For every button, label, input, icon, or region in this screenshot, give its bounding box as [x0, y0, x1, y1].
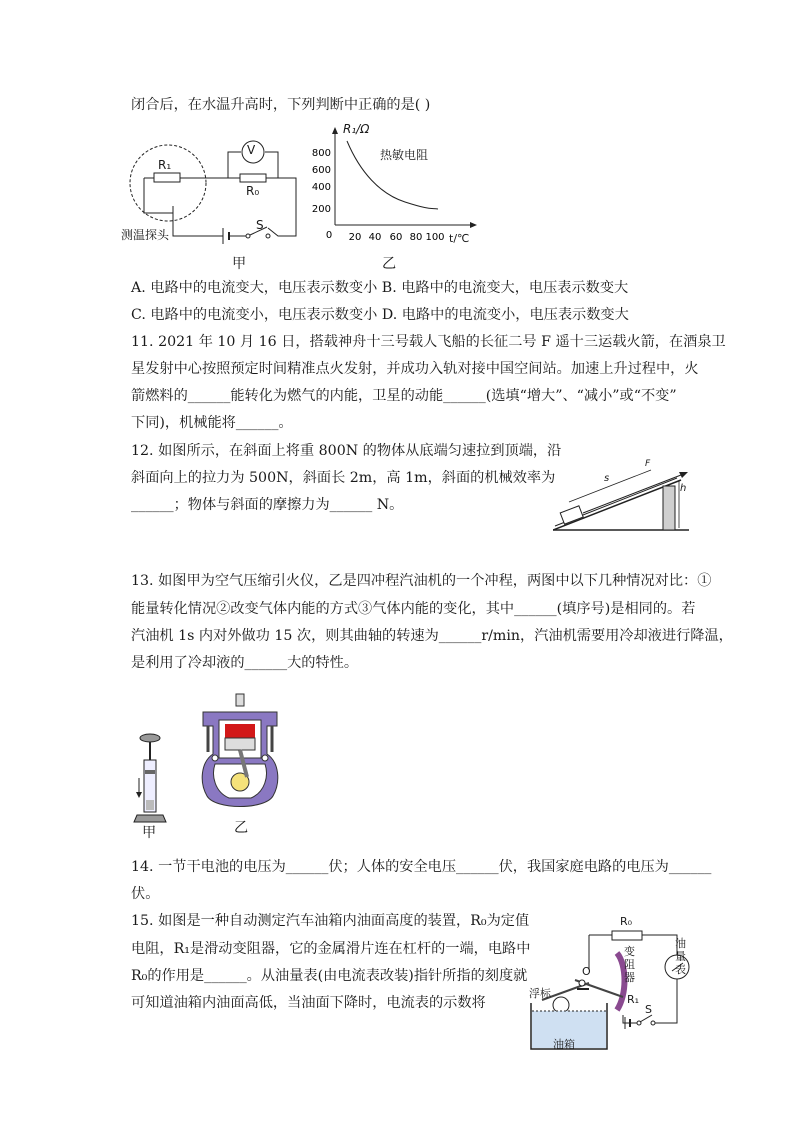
- r0-resistor: [240, 174, 266, 182]
- q11-line4: 下同)，机械能将______。: [131, 415, 293, 431]
- q12-line1: 12. 如图所示，在斜面上将重 800N 的物体从底端匀速拉到顶端，沿: [131, 443, 562, 459]
- graph-xlabel: t/℃: [449, 232, 470, 245]
- q15-line1: 15. 如图是一种自动测定汽车油箱内油面高度的装置，R₀为定值: [131, 913, 530, 929]
- xtick-100: 100: [425, 232, 445, 243]
- q13-line3: 汽油机 1s 内对外做功 15 次，则其曲轴的转速为______r/min，汽油机需要用冷却液进行降温，: [131, 628, 733, 644]
- q13-caption-yi: 乙: [234, 820, 249, 836]
- voltmeter-label: V: [247, 143, 256, 157]
- q15-fuel-gauge-figure: [527, 915, 702, 1055]
- q15-line2: 电阻，R₁是滑动变阻器，它的金属滑片连在杠杆的一端，电路中: [131, 941, 531, 957]
- q15-line4: 可知道油箱内油面高低，当油面下降时，电流表的示数将: [131, 995, 486, 1011]
- gauge-switch-label: S: [645, 1003, 652, 1016]
- q12-line2: 斜面向上的拉力为 500N，斜面长 2m，高 1m，斜面的机械效率为: [131, 470, 556, 486]
- compression-igniter-figure: [130, 730, 170, 825]
- probe-dashed-circle: [130, 145, 206, 221]
- q14-line1: 14. 一节干电池的电压为______伏；人体的安全电压______伏，我国家庭电路的电压为______: [131, 859, 712, 875]
- r0-label: R₀: [246, 184, 260, 198]
- incline-s-label: s: [604, 473, 610, 484]
- gauge-r0-label: R₀: [620, 915, 633, 928]
- float-label: 浮标: [529, 987, 551, 1000]
- curve-label: 热敏电阻: [380, 148, 429, 162]
- q10-stem: 闭合后，在水温升高时，下列判断中正确的是( ): [131, 97, 431, 113]
- gauge-r1-label: R₁: [627, 993, 640, 1006]
- r1-label: R₁: [158, 158, 172, 172]
- q13-caption-jia: 甲: [142, 825, 157, 841]
- tank-label: 油箱: [553, 1038, 575, 1051]
- q10-options-ab: A. 电路中的电流变大，电压表示数变小 B. 电路中的电流变大，电压表示数变大: [131, 280, 629, 296]
- r1-resistor: [154, 173, 180, 182]
- incline-support: [663, 486, 675, 530]
- ytick-200: 200: [311, 204, 331, 215]
- q11-line1: 11. 2021 年 10 月 16 日，搭载神舟十三号载人飞船的长征二号 F 遥十三运载火箭，在酒泉卫: [131, 334, 726, 350]
- fuel-meter-label: 油量表: [675, 937, 686, 976]
- q10-options-cd: C. 电路中的电流变小，电压表示数变小 D. 电路中的电流变小，电压表示数变大: [131, 307, 629, 323]
- probe-label: 测温探头: [121, 228, 170, 242]
- q10-circuit-figure: [121, 128, 303, 253]
- graph-ylabel: R₁/Ω: [343, 122, 370, 136]
- q15-line3: R₀的作用是______。从油量表(由电流表改装)指针所指的刻度就: [131, 968, 528, 984]
- combustion-chamber: [225, 724, 255, 738]
- incline-h-label: h: [680, 483, 687, 494]
- ytick-600: 600: [311, 165, 331, 176]
- pivot-o-label: O: [582, 965, 591, 978]
- q10-thermistor-graph: [310, 122, 480, 250]
- q14-line2: 伏。: [131, 886, 160, 902]
- xtick-40: 40: [368, 232, 382, 243]
- xtick-20: 20: [348, 232, 362, 243]
- incline-f-label: F: [645, 459, 651, 469]
- rheostat-label: 变阻器: [624, 945, 635, 984]
- xtick-80: 80: [409, 232, 423, 243]
- q13-line1: 13. 如图甲为空气压缩引火仪，乙是四冲程汽油机的一个冲程，两图中以下几种情况对比：①: [131, 573, 712, 589]
- switch-label: S: [256, 218, 264, 232]
- q13-line2: 能量转化情况②改变气体内能的方式③气体内能的变化，其中______(填序号)是相同的。若: [131, 601, 696, 617]
- xtick-origin: 0: [325, 230, 333, 241]
- q11-line2: 星发射中心按照预定时间精准点火发射，并成功入轨对接中国空间站。加速上升过程中，火: [131, 361, 699, 377]
- fig-caption-yi: 乙: [382, 256, 397, 272]
- ytick-400: 400: [311, 182, 331, 193]
- q13-line4: 是利用了冷却液的______大的特性。: [131, 655, 359, 671]
- block-icon: [560, 506, 583, 524]
- four-stroke-engine-figure: [195, 692, 285, 817]
- q12-incline-figure: [553, 450, 693, 535]
- q12-line3: ______；物体与斜面的摩擦力为______ N。: [131, 497, 404, 513]
- q11-line3: 箭燃料的______能转化为燃气的内能，卫星的动能______(选填“增大”、“减小”或“不变”: [131, 388, 677, 404]
- ytick-800: 800: [311, 148, 331, 159]
- xtick-60: 60: [389, 232, 403, 243]
- fig-caption-jia: 甲: [232, 256, 247, 272]
